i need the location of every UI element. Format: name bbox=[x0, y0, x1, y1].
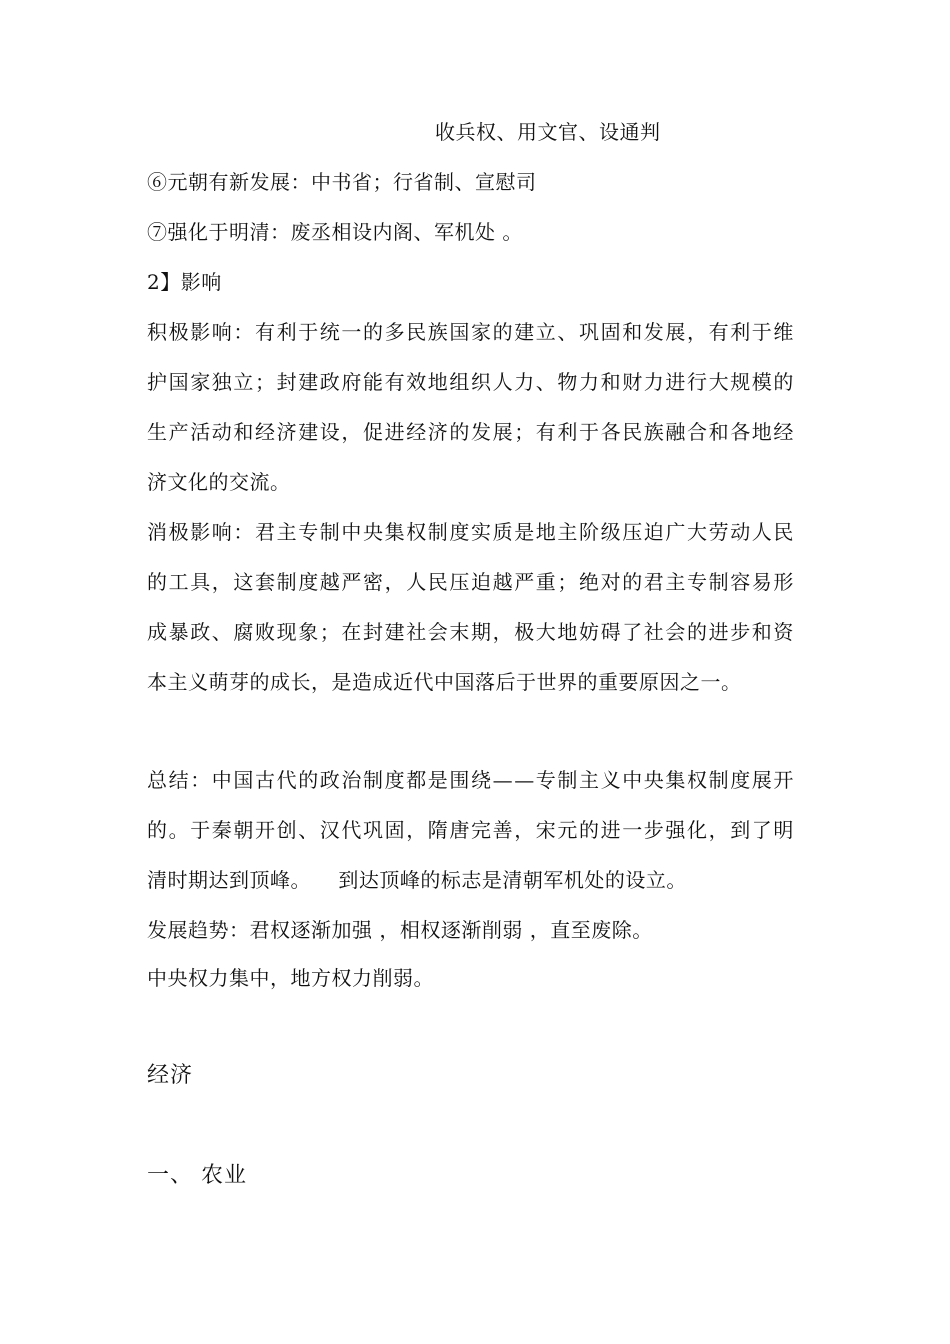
section-heading-economy: 经济 bbox=[147, 1063, 194, 1088]
text-line-yuan-chao: ⑥元朝有新发展：中书省；行省制、宣慰司 bbox=[147, 170, 537, 194]
paragraph-positive-line-3: 生产活动和经济建设，促进经济的发展；有利于各民族融合和各地经 bbox=[147, 420, 795, 444]
paragraph-positive-line-4: 济文化的交流。 bbox=[147, 470, 291, 494]
text-line-central-power: 中央权力集中，地方权力削弱。 bbox=[147, 966, 434, 990]
text-line-bing-quan: 收兵权、用文官、设通判 bbox=[435, 120, 661, 144]
paragraph-summary-line-1: 总结：中国古代的政治制度都是围绕——专制主义中央集权制度展开 bbox=[147, 768, 795, 792]
section-heading-agriculture: 一、 农业 bbox=[147, 1163, 247, 1188]
paragraph-negative-line-2: 的工具，这套制度越严密，人民压迫越严重；绝对的君主专制容易形 bbox=[147, 570, 795, 594]
section-heading-influence: 2】影响 bbox=[147, 270, 222, 294]
text-line-trend: 发展趋势：君权逐渐加强 ，相权逐渐削弱 ，直至废除。 bbox=[147, 918, 653, 942]
text-line-ming-qing: ⑦强化于明清：废丞相设内阁、军机处 。 bbox=[147, 220, 523, 244]
paragraph-negative-line-1: 消极影响：君主专制中央集权制度实质是地主阶级压迫广大劳动人民 bbox=[147, 520, 795, 544]
paragraph-positive-line-2: 护国家独立；封建政府能有效地组织人力、物力和财力进行大规模的 bbox=[147, 370, 795, 394]
paragraph-positive-line-1: 积极影响：有利于统一的多民族国家的建立、巩固和发展，有利于维 bbox=[147, 320, 795, 344]
paragraph-summary-line-2: 的。于秦朝开创、汉代巩固，隋唐完善，宋元的进一步强化，到了明 bbox=[147, 818, 795, 842]
paragraph-negative-line-3: 成暴政、腐败现象；在封建社会末期，极大地妨碍了社会的进步和资 bbox=[147, 620, 795, 644]
paragraph-negative-line-4: 本主义萌芽的成长，是造成近代中国落后于世界的重要原因之一。 bbox=[147, 670, 742, 694]
paragraph-summary-line-3: 清时期达到顶峰。 到达顶峰的标志是清朝军机处的设立。 bbox=[147, 868, 687, 892]
